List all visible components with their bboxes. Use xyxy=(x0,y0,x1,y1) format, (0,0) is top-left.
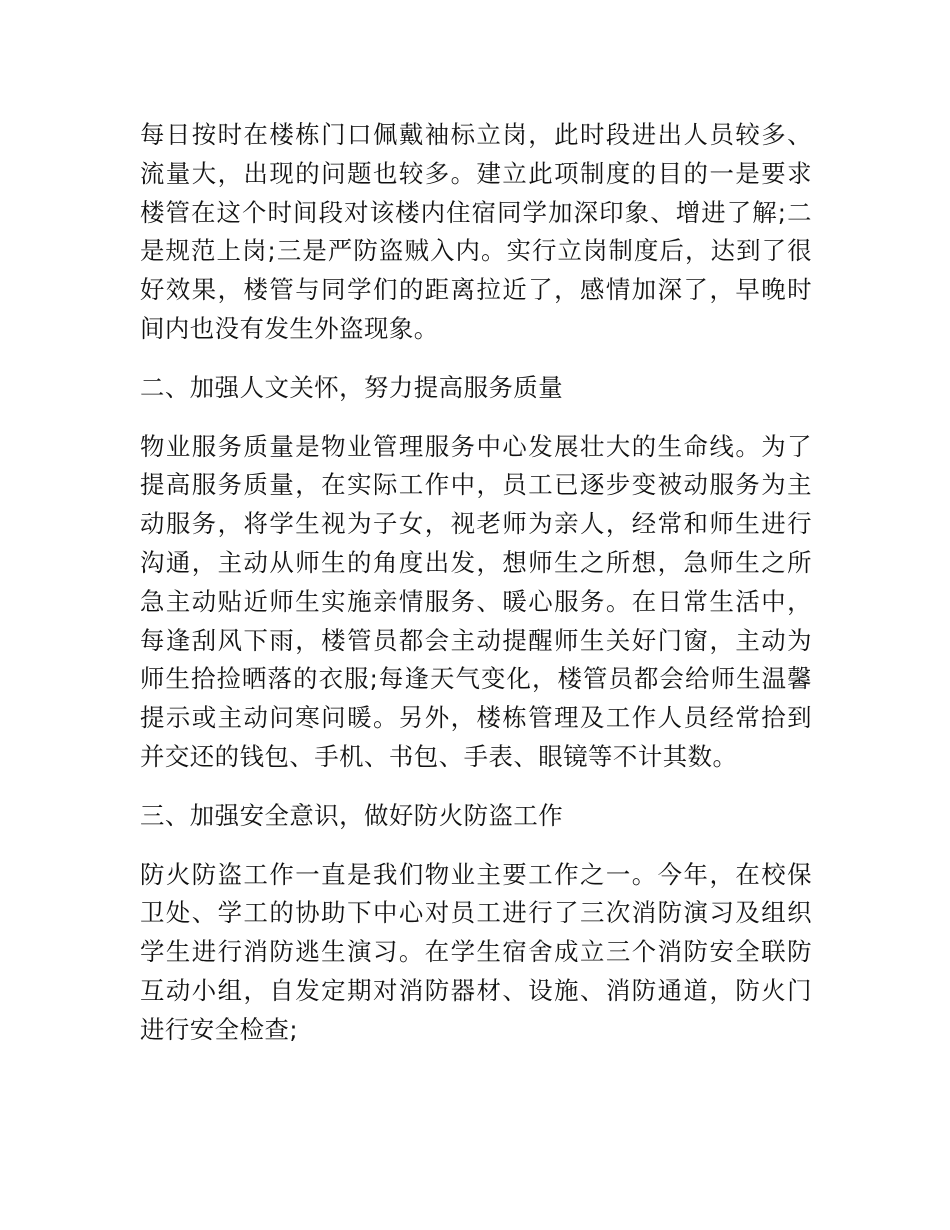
document-page xyxy=(140,116,812,1050)
section-heading-humanistic-care: 二、加强人文关怀，努力提高服务质量 xyxy=(140,372,564,402)
section-heading-fire-theft-prevention: 三、加强安全意识，做好防火防盗工作 xyxy=(140,800,564,830)
paragraph-standing-duty: 每日按时在楼栋门口佩戴袖标立岗，此时段进出人员较多、流量大，出现的问题也较多。建立此项制度的目的一是要求楼管在这个时间段对该楼内住宿同学加深印象、增进了解;二是规范上岗;三是严防盗贼入内。实行立岗制度后，达到了很好效果，楼管与同学们的距离拉近了，感情加深了，早晚时间内也没有发生外盗现象。 xyxy=(140,120,812,343)
paragraph-fire-prevention: 防火防盗工作一直是我们物业主要工作之一。今年，在校保卫处、学工的协助下中心对员工进行了三次消防演习及组织学生进行消防逃生演习。在学生宿舍成立三个消防安全联防互动小组，自发定期对消防器材、设施、消防通道，防火门进行安全检查; xyxy=(140,859,812,1044)
paragraph-service-quality: 物业服务质量是物业管理服务中心发展壮大的生命线。为了提高服务质量，在实际工作中，员工已逐步变被动服务为主动服务，将学生视为子女，视老师为亲人，经常和师生进行沟通，主动从师生的角度出发，想师生之所想，急师生之所急主动贴近师生实施亲情服务、暖心服务。在日常生活中，每逢刮风下雨，楼管员都会主动提醒师生关好门窗，主动为师生拾捡晒落的衣服;每逢天气变化，楼管员都会给师生温馨提示或主动问寒问暖。另外，楼栋管理及工作人员经常拾到并交还的钱包、手机、书包、手表、眼镜等不计其数。 xyxy=(140,431,812,771)
